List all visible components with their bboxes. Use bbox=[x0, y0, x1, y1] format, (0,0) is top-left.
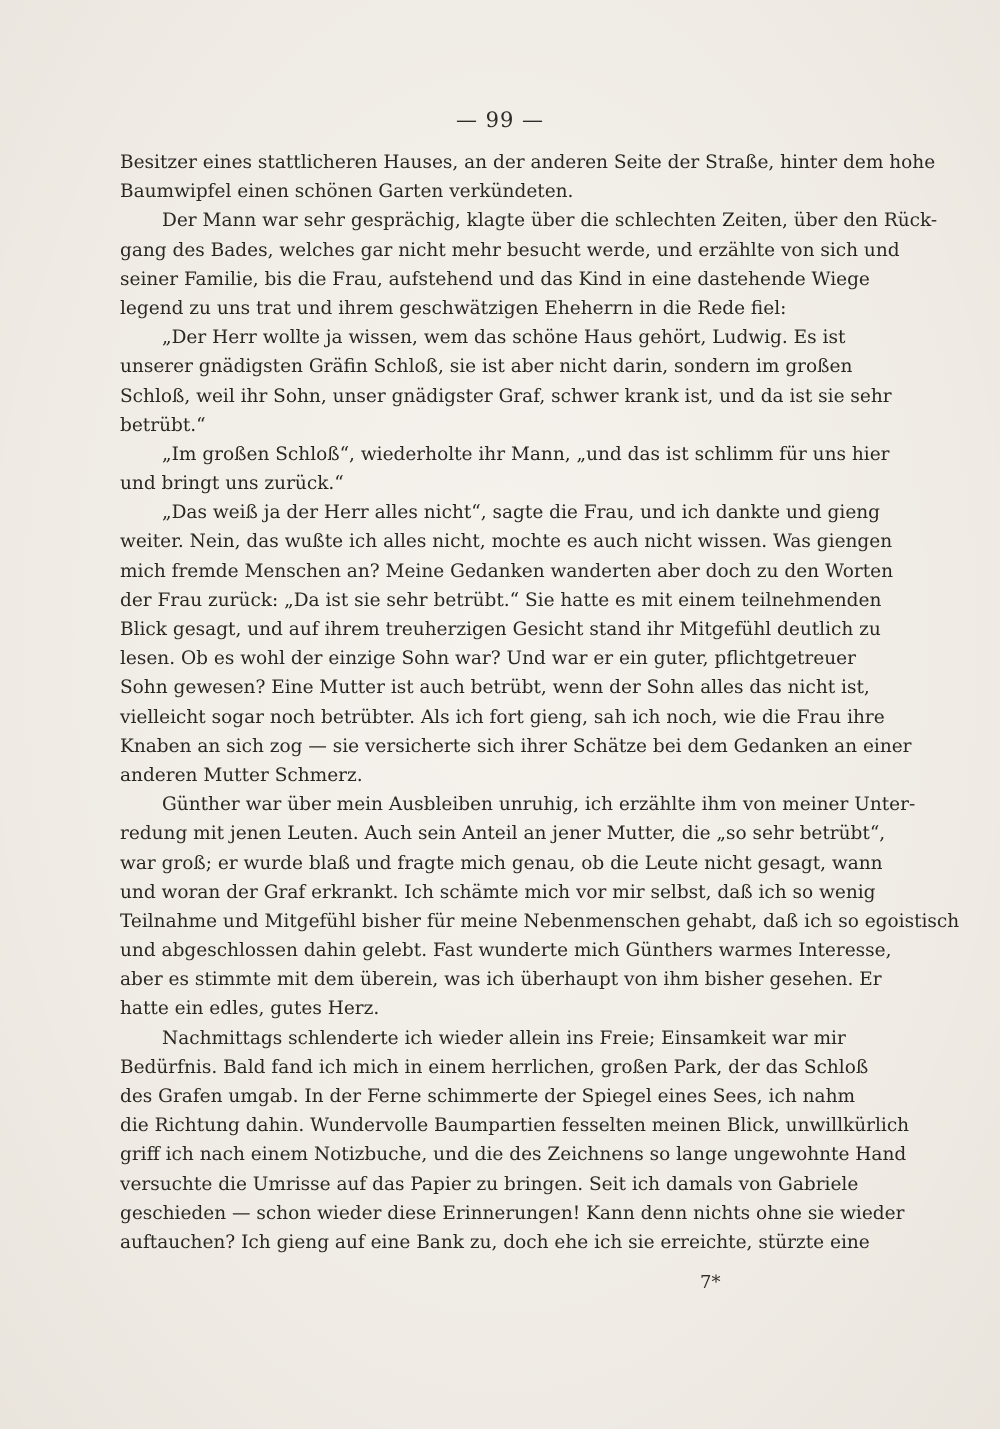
text-line: und abgeschlossen dahin gelebt. Fast wunderte mich Günthers warmes Interesse, bbox=[120, 940, 892, 962]
text-line: des Grafen umgab. In der Ferne schimmerte der Spiegel eines Sees, ich nahm bbox=[120, 1086, 856, 1107]
text-line: seiner Familie, bis die Frau, aufstehend und das Kind in eine dastehende Wiege bbox=[120, 268, 870, 290]
text-line: Besitzer eines stattlicheren Hauses, an der anderen Seite der Straße, hinter dem hohe bbox=[120, 152, 936, 173]
text-line: redung mit jenen Leuten. Auch sein Anteil an jener Mutter, die „so sehr betrübt“, bbox=[120, 823, 886, 845]
text-line: war groß; er wurde blaß und fragte mich genau, ob die Leute nicht gesagt, wann bbox=[120, 852, 883, 874]
text-line: Nachmittags schlenderte ich wieder allein ins Freie; Einsamkeit war mir bbox=[162, 1027, 846, 1049]
text-line: unserer gnädigsten Gräfin Schloß, sie ist aber nicht darin, sondern im großen bbox=[120, 356, 853, 378]
text-line: weiter. Nein, das wußte ich alles nicht, mochte es auch nicht wissen. Was giengen bbox=[120, 531, 893, 553]
text-line: mich fremde Menschen an? Meine Gedanken wanderten aber doch zu den Worten bbox=[120, 560, 893, 582]
text-line: und woran der Graf erkrankt. Ich schämte mich vor mir selbst, daß ich so wenig bbox=[120, 881, 876, 903]
text-line: Baumwipfel einen schönen Garten verkündeten. bbox=[120, 181, 574, 203]
text-line: „Das weiß ja der Herr alles nicht“, sagte die Frau, und ich dankte und gieng bbox=[162, 502, 881, 524]
text-line: hatte ein edles, gutes Herz. bbox=[120, 998, 380, 1020]
text-line: geschieden — schon wieder diese Erinnerungen! Kann denn nichts ohne sie wieder bbox=[120, 1202, 905, 1224]
text-line: vielleicht sogar noch betrübter. Als ich fort gieng, sah ich noch, wie die Frau ihre bbox=[120, 706, 885, 728]
text-line: legend zu uns trat und ihrem geschwätzigen Eheherrn in die Rede fiel: bbox=[120, 297, 787, 319]
text-line: auftauchen? Ich gieng auf eine Bank zu, doch ehe ich sie erreichte, stürzte eine bbox=[120, 1231, 870, 1253]
text-line: „Der Herr wollte ja wissen, wem das schöne Haus gehört, Ludwig. Es ist bbox=[162, 327, 846, 349]
text-line: Blick gesagt, und auf ihrem treuherzigen Gesicht stand ihr Mitgefühl deutlich zu bbox=[120, 619, 881, 640]
text-line: aber es stimmte mit dem überein, was ich überhaupt von ihm bisher gesehen. Er bbox=[120, 969, 882, 991]
text-line: Teilnahme und Mitgefühl bisher für meine Nebenmenschen gehabt, daß ich so egoistisch bbox=[120, 910, 960, 932]
text-line: gang des Bades, welches gar nicht mehr besucht werde, und erzählte von sich und bbox=[120, 239, 900, 261]
text-line: Knaben an sich zog — sie versicherte sich ihrer Schätze bei dem Gedanken an einer bbox=[120, 735, 912, 757]
page-number: — 99 — bbox=[455, 108, 545, 132]
text-line: Bedürfnis. Bald fand ich mich in einem herrlichen, großen Park, der das Schloß bbox=[120, 1056, 869, 1078]
text-line: Der Mann war sehr gesprächig, klagte über die schlechten Zeiten, über den Rück- bbox=[162, 210, 938, 232]
signature-mark: 7* bbox=[700, 1272, 721, 1293]
text-line: betrübt.“ bbox=[120, 414, 206, 436]
text-line: Schloß, weil ihr Sohn, unser gnädigster Graf, schwer krank ist, und da ist sie sehr bbox=[120, 385, 892, 407]
text-line: die Richtung dahin. Wundervolle Baumpartien fesselten meinen Blick, unwillkürlich bbox=[120, 1115, 910, 1137]
text-line: Günther war über mein Ausbleiben unruhig, ich erzählte ihm von meiner Unter- bbox=[162, 794, 916, 816]
text-line: Sohn gewesen? Eine Mutter ist auch betrübt, wenn der Sohn alles das nicht ist, bbox=[120, 677, 870, 699]
text-line: lesen. Ob es wohl der einzige Sohn war? Und war er ein guter, pflichtgetreuer bbox=[120, 648, 856, 670]
text-line: „Im großen Schloß“, wiederholte ihr Mann, „und das ist schlimm für uns hier bbox=[162, 443, 890, 465]
text-line: anderen Mutter Schmerz. bbox=[120, 764, 363, 786]
text-line: versuchte die Umrisse auf das Papier zu bringen. Seit ich damals von Gabriele bbox=[120, 1173, 859, 1195]
text-line: griff ich nach einem Notizbuche, und die des Zeichnens so lange ungewohnte Hand bbox=[120, 1144, 907, 1166]
body-text bbox=[120, 148, 960, 1257]
text-line: und bringt uns zurück.“ bbox=[120, 473, 344, 495]
text-line: der Frau zurück: „Da ist sie sehr betrübt.“ Sie hatte es mit einem teilnehmenden bbox=[120, 589, 882, 611]
